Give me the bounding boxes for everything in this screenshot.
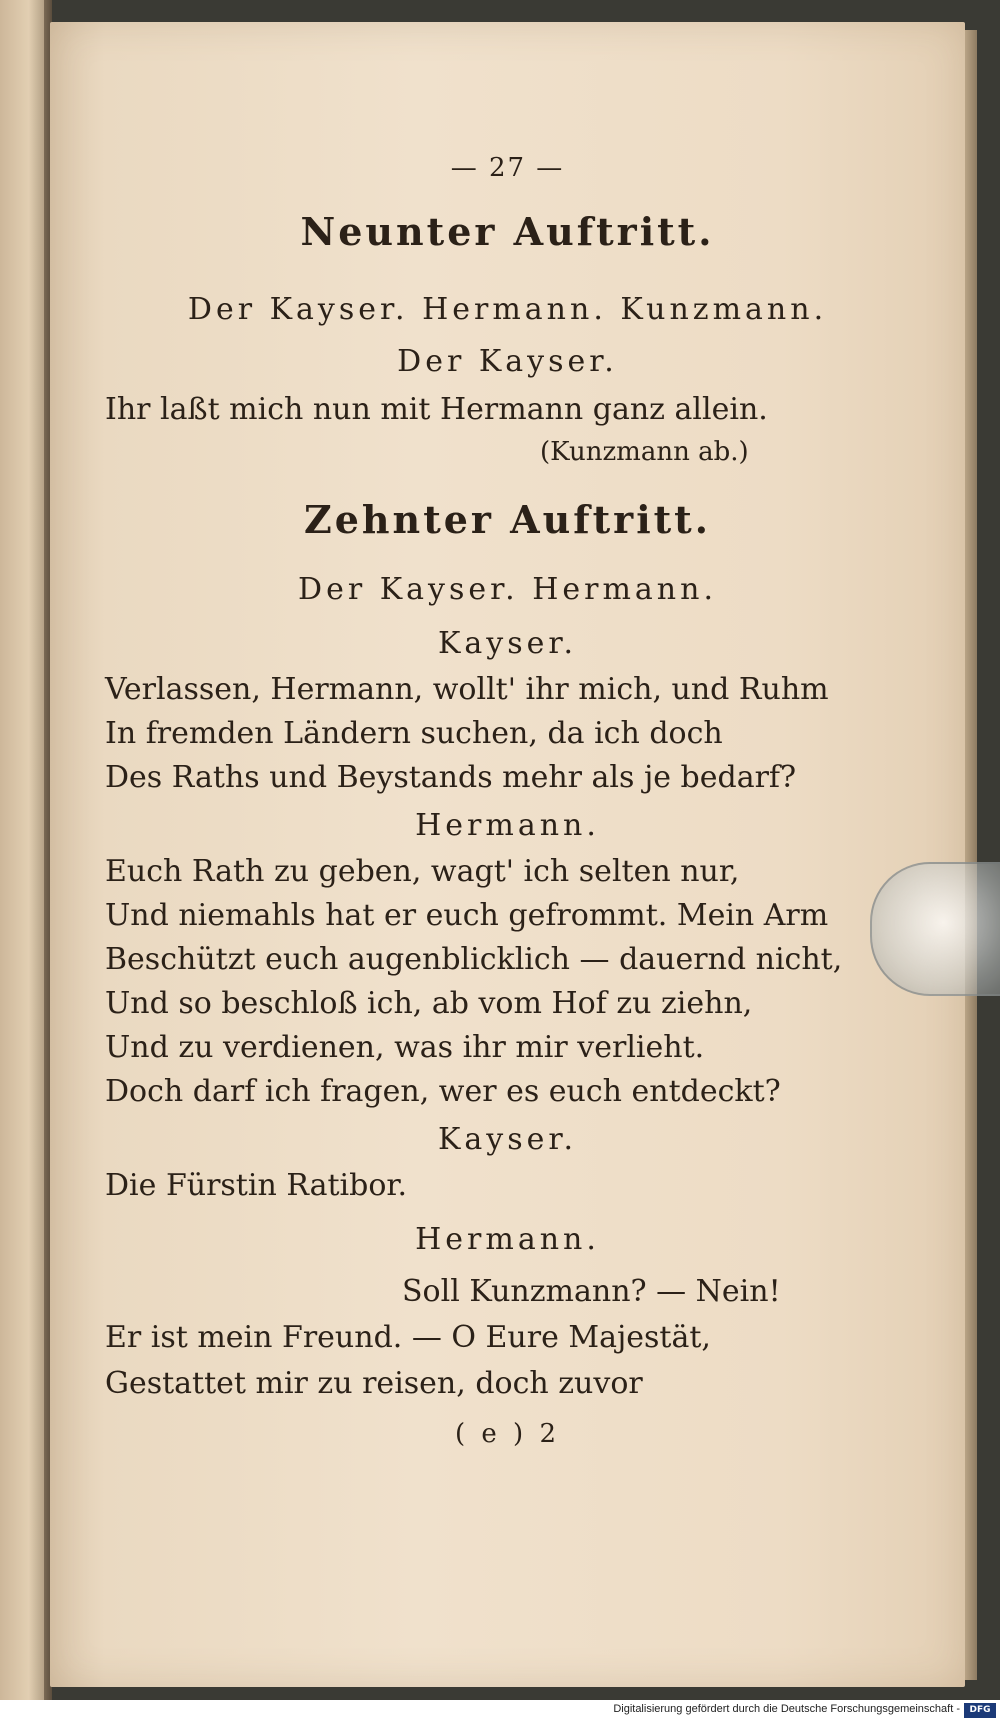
- page-holder-clip: [870, 862, 1000, 996]
- speaker-name: Hermann.: [415, 808, 600, 843]
- verse-line: Gestattet mir zu reisen, doch zuvor: [105, 1366, 643, 1401]
- speaker-name: Kayser.: [438, 626, 577, 661]
- funding-credit: Digitalisierung gefördert durch die Deutsche Forschungsgemeinschaft -: [613, 1703, 960, 1715]
- footer-bar: [0, 1700, 1000, 1723]
- facing-page-edge: [0, 0, 52, 1723]
- verse-line: Ihr laßt mich nun mit Hermann ganz allein.: [105, 392, 768, 427]
- verse-line: Euch Rath zu geben, wagt' ich selten nur,: [105, 854, 740, 889]
- verse-line: Soll Kunzmann? — Nein!: [402, 1274, 781, 1309]
- scene-title: Neunter Auftritt.: [300, 209, 715, 254]
- dfg-logo: DFG: [964, 1703, 996, 1718]
- character-list: Der Kayser. Hermann.: [298, 572, 717, 607]
- verse-line: Beschützt euch augenblicklich — dauernd nicht,: [105, 942, 843, 977]
- signature-mark: ( e ) 2: [454, 1419, 560, 1449]
- verse-line: Er ist mein Freund. — O Eure Majestät,: [105, 1320, 711, 1355]
- speaker-name: Hermann.: [415, 1222, 600, 1257]
- book-page: [50, 22, 965, 1687]
- verse-line: Die Fürstin Ratibor.: [105, 1168, 407, 1203]
- speaker-name: Kayser.: [438, 1122, 577, 1157]
- verse-line: Verlassen, Hermann, wollt' ihr mich, und Ruhm: [105, 672, 829, 707]
- character-list: Der Kayser. Hermann. Kunzmann.: [187, 292, 828, 327]
- verse-line: Und niemahls hat er euch gefrommt. Mein Arm: [105, 898, 829, 933]
- verse-line: Und zu verdienen, was ihr mir verlieht.: [105, 1030, 705, 1065]
- verse-line: Und so beschloß ich, ab vom Hof zu ziehn,: [105, 986, 753, 1021]
- scene-title: Zehnter Auftritt.: [304, 497, 711, 542]
- verse-line: Des Raths und Beystands mehr als je bedarf?: [105, 760, 797, 795]
- page-number: — 27 —: [450, 153, 565, 183]
- verse-line: Doch darf ich fragen, wer es euch entdeckt?: [105, 1074, 781, 1109]
- page-edge-shadow: [965, 30, 977, 1680]
- stage-direction: (Kunzmann ab.): [540, 437, 749, 467]
- speaker-name: Der Kayser.: [397, 344, 618, 379]
- verse-line: In fremden Ländern suchen, da ich doch: [105, 716, 723, 751]
